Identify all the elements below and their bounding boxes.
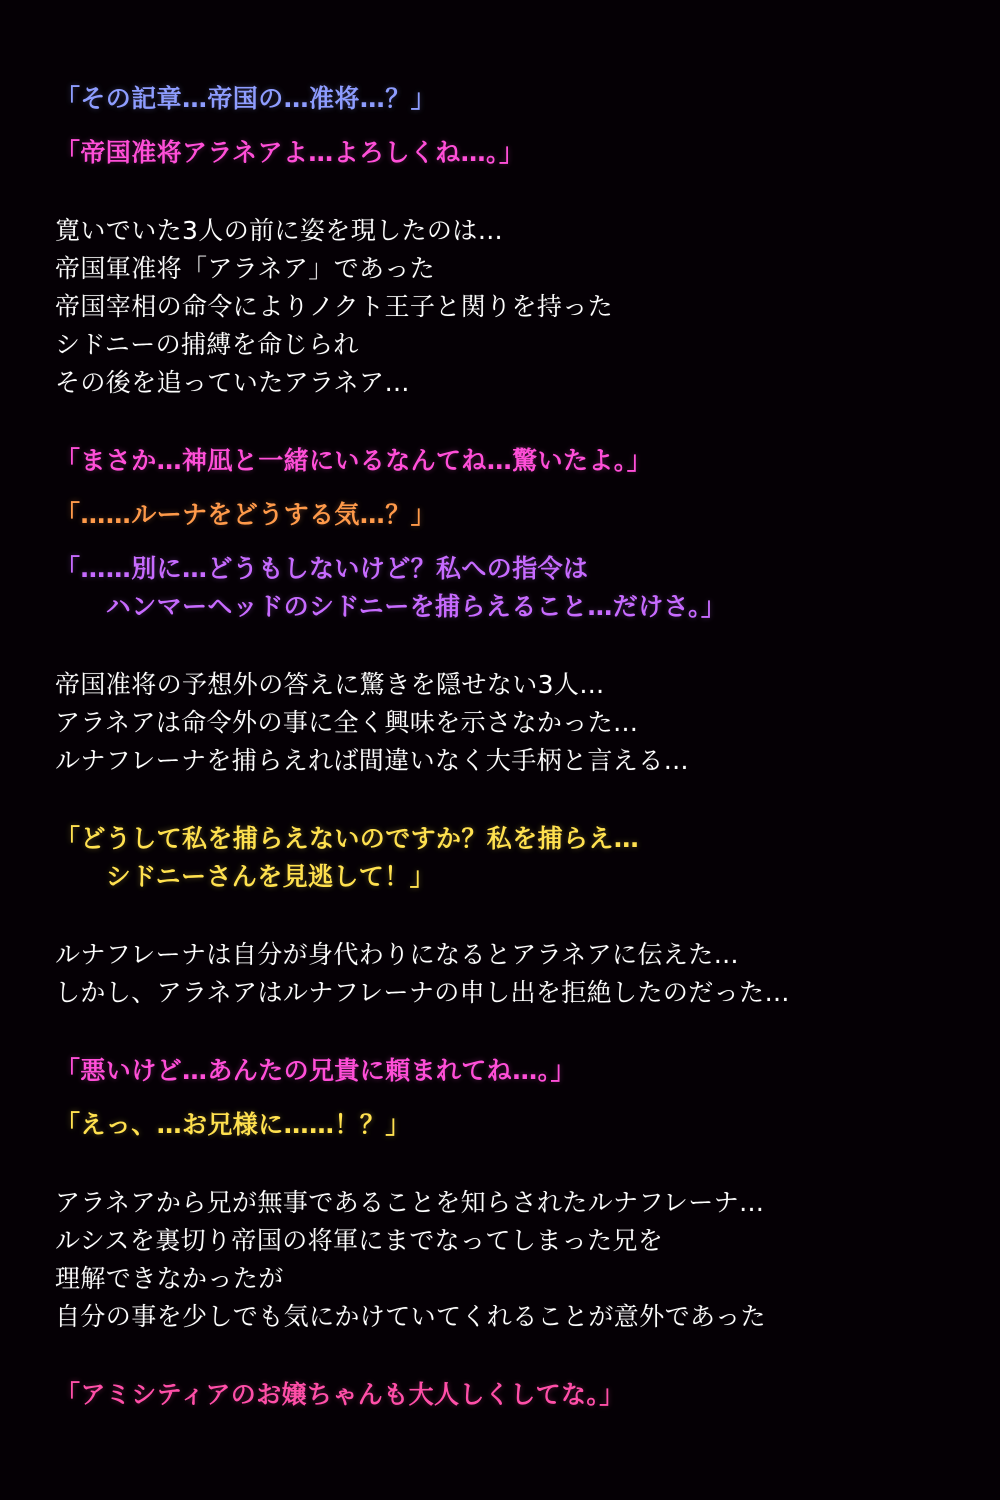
block-spacer bbox=[55, 118, 955, 134]
block-spacer bbox=[55, 1336, 955, 1376]
narration-line: しかし、アラネアはルナフレーナの申し出を拒絶したのだった… bbox=[55, 978, 790, 1007]
block-spacer bbox=[55, 1090, 955, 1106]
narration-line: ルシスを裏切り帝国の将軍にまでなってしまった兄を bbox=[55, 1226, 664, 1255]
narration-line: 帝国軍准将「アラネア」であった bbox=[55, 254, 436, 283]
dialogue-what-about-luna bbox=[55, 496, 955, 534]
narration-arranea-appears bbox=[55, 212, 955, 402]
narration-line: 寛いでいた3人の前に姿を現したのは… bbox=[55, 216, 504, 245]
dialogue-arranea-intro bbox=[55, 134, 955, 172]
narration-line: 自分の事を少しでも気にかけていてくれることが意外であった bbox=[55, 1302, 766, 1331]
block-spacer bbox=[55, 1012, 955, 1052]
narration-line: 帝国准将の予想外の答えに驚きを隠せない3人… bbox=[55, 670, 605, 699]
block-spacer bbox=[55, 480, 955, 496]
dialogue-line: ハンマーヘッドのシドニーを捕らえること…だけさ。」 bbox=[55, 592, 727, 621]
dialogue-line: 「どうして私を捕らえないのですか？私を捕らえ… bbox=[55, 824, 640, 853]
dialogue-arranea-amicitia bbox=[55, 1376, 955, 1414]
dialogue-line: 「帝国准将アラネアよ…よろしくね…。」 bbox=[55, 138, 525, 167]
block-spacer bbox=[55, 626, 955, 666]
story-text-container bbox=[55, 80, 955, 1414]
narration-line: その後を追っていたアラネア… bbox=[55, 368, 410, 397]
block-spacer bbox=[55, 402, 955, 442]
dialogue-line: 「アミシティアのお嬢ちゃんも大人しくしてな。」 bbox=[55, 1380, 625, 1409]
dialogue-arranea-orders bbox=[55, 550, 955, 626]
dialogue-luna-offer bbox=[55, 820, 955, 896]
dialogue-line: 「えっ、…お兄様に……！？」 bbox=[55, 1110, 411, 1139]
dialogue-arranea-surprised bbox=[55, 442, 955, 480]
dialogue-line: 「まさか…神凪と一緒にいるなんてね…驚いたよ。」 bbox=[55, 446, 653, 475]
dialogue-line: 「悪いけど…あんたの兄貴に頼まれてね…。」 bbox=[55, 1056, 576, 1085]
dialogue-line: 「その記章…帝国の…准将…？」 bbox=[55, 84, 437, 113]
narration-line: シドニーの捕縛を命じられ bbox=[55, 330, 359, 359]
narration-line: 帝国宰相の命令によりノクト王子と関りを持った bbox=[55, 292, 614, 321]
block-spacer bbox=[55, 534, 955, 550]
dialogue-arranea-insignia bbox=[55, 80, 955, 118]
block-spacer bbox=[55, 1144, 955, 1184]
narration-line: 理解できなかったが bbox=[55, 1264, 284, 1293]
dialogue-line: シドニーさんを見逃して！」 bbox=[55, 862, 436, 891]
dialogue-arranea-brother bbox=[55, 1052, 955, 1090]
block-spacer bbox=[55, 172, 955, 212]
dialogue-line: 「……別に…どうもしないけど？私への指令は bbox=[55, 554, 589, 583]
dialogue-luna-brother-surprise bbox=[55, 1106, 955, 1144]
narration-line: ルナフレーナを捕らえれば間違いなく大手柄と言える… bbox=[55, 746, 690, 775]
block-spacer bbox=[55, 896, 955, 936]
narration-brother-safe bbox=[55, 1184, 955, 1336]
narration-luna-substitute bbox=[55, 936, 955, 1012]
narration-line: アラネアから兄が無事であることを知らされたルナフレーナ… bbox=[55, 1188, 765, 1217]
narration-unexpected-answer bbox=[55, 666, 955, 780]
narration-line: アラネアは命令外の事に全く興味を示さなかった… bbox=[55, 708, 639, 737]
narration-line: ルナフレーナは自分が身代わりになるとアラネアに伝えた… bbox=[55, 940, 740, 969]
block-spacer bbox=[55, 780, 955, 820]
dialogue-line: 「……ルーナをどうする気…？」 bbox=[55, 500, 437, 529]
